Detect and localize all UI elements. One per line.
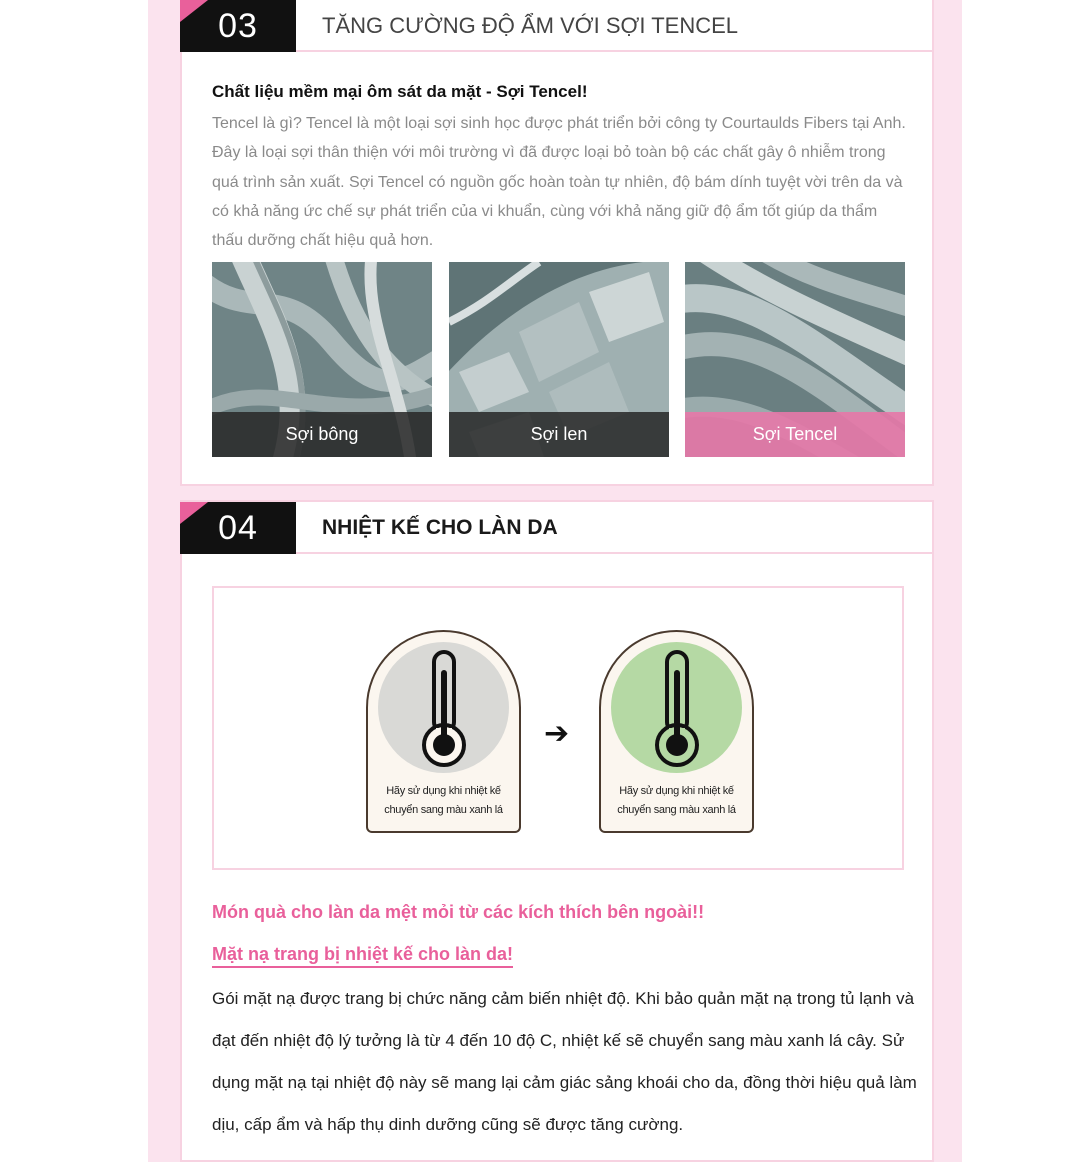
badge-caption xyxy=(601,782,752,820)
thermometer-icon xyxy=(414,650,474,770)
thermometer-icon xyxy=(647,650,707,770)
badge-caption-line: Hãy sử dụng khi nhiệt kế xyxy=(386,785,501,797)
badge-caption-line: Hãy sử dụng khi nhiệt kế xyxy=(619,785,734,797)
section-number-box xyxy=(180,502,296,554)
pink-subheadline xyxy=(212,944,513,965)
tencel-fiber-photo xyxy=(685,262,905,457)
badge-caption-line: chuyển sang màu xanh lá xyxy=(617,804,736,816)
section-title: TĂNG CƯỜNG ĐỘ ẨM VỚI SỢI TENCEL xyxy=(322,13,739,38)
intro-paragraph: Tencel là gì? Tencel là một loại sợi sinh học được phát triển bởi công ty Courtaulds Fibers tại Anh. Đây là loại sợi thân thiện với môi trường vì đã được loại bỏ toàn bộ các chất gây ô nhiễm trong quá trình sản xuất. Sợi Tencel có nguồn gốc hoàn toàn tự nhiên, độ bám dính tuyệt vời trên da và có khả năng ức chế sự phát triển của vi khuẩn, cùng với khả năng giữ độ ẩm tốt giúp da thẩm thấu dưỡng chất hiệu quả hơn. xyxy=(212,115,906,250)
thermometer-illustration xyxy=(212,586,904,870)
photo-label: Sợi len xyxy=(449,412,669,457)
section-03-header xyxy=(182,0,932,52)
badge-caption xyxy=(368,782,519,820)
photo-label: Sợi bông xyxy=(212,412,432,457)
intro-heading: Chất liệu mềm mại ôm sát da mặt - Sợi Tencel! xyxy=(212,82,588,101)
section-title: NHIỆT KẾ CHO LÀN DA xyxy=(322,516,558,539)
section-number: 03 xyxy=(218,7,258,45)
pink-subheadline-text: Mặt nạ trang bị nhiệt kế cho làn da! xyxy=(212,944,513,968)
cotton-fiber-photo xyxy=(212,262,432,457)
wool-fiber-photo xyxy=(449,262,669,457)
section-04-card xyxy=(180,500,934,1162)
pink-headline: Món quà cho làn da mệt mỏi từ các kích thích bên ngoài!! xyxy=(212,902,705,922)
badge-caption-line: chuyển sang màu xanh lá xyxy=(384,804,503,816)
section-03-card xyxy=(180,0,934,486)
thermometer-badge-after xyxy=(599,630,754,833)
body-paragraph: Gói mặt nạ được trang bị chức năng cảm biến nhiệt độ. Khi bảo quản mặt nạ trong tủ lạnh và đạt đến nhiệt độ lý tưởng là từ 4 đến 10 độ C, nhiệt kế sẽ chuyển sang màu xanh lá cây. Sử dụng mặt nạ tại nhiệt độ này sẽ mang lại cảm giác sảng khoái cho da, đồng thời hiệu quả làm dịu, cấp ẩm và hấp thụ dinh dưỡng cũng sẽ được tăng cường. xyxy=(212,989,917,1134)
section-04-header xyxy=(182,502,932,554)
thermometer-badge-before xyxy=(366,630,521,833)
section-number: 04 xyxy=(218,509,258,547)
photo-label: Sợi Tencel xyxy=(685,412,905,457)
arrow-icon: ➔ xyxy=(544,717,570,750)
section-number-box xyxy=(180,0,296,52)
